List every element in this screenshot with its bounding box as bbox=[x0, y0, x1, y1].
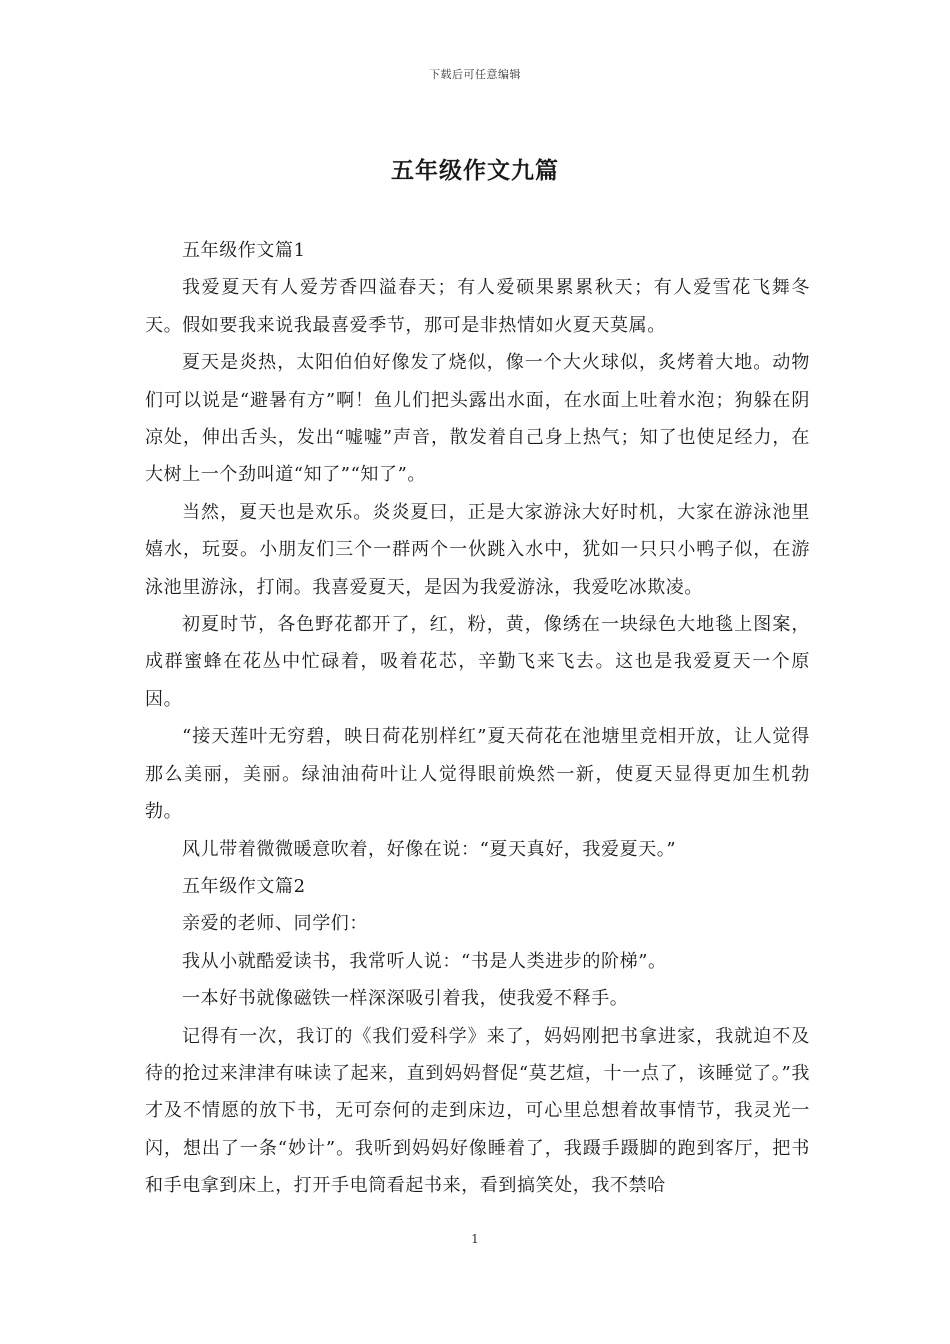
page-header-note: 下载后可任意编辑 bbox=[429, 68, 521, 81]
paragraph: 当然，夏天也是欢乐。炎炎夏曰，正是大家游泳大好时机，大家在游泳池里嬉水，玩耍。小朋友们三个一群两个一伙跳入水中，犹如一只只小鸭子似，在游泳池里游泳，打闹。我喜爱夏天，是因为我爱游泳，我爱吃冰欺凌。 bbox=[145, 501, 810, 598]
page-number: 1 bbox=[471, 1232, 479, 1246]
paragraph: 我爱夏天有人爱芳香四溢春天；有人爱硕果累累秋天；有人爱雪花飞舞冬天。假如要我来说我最喜爱季节，那可是非热情如火夏天莫属。 bbox=[145, 277, 810, 336]
section-heading-1: 五年级作文篇1 bbox=[182, 240, 306, 261]
paragraph: “接天莲叶无穷碧，映日荷花别样红”夏天荷花在池塘里竞相开放，让人觉得那么美丽，美丽。绿油油荷叶让人觉得眼前焕然一新，使夏天显得更加生机勃勃。 bbox=[145, 726, 810, 823]
document-title: 五年级作文九篇 bbox=[391, 157, 559, 184]
paragraph: 风儿带着微微暖意吹着，好像在说：“夏天真好，我爱夏天。” bbox=[182, 838, 677, 860]
paragraph: 记得有一次，我订的《我们爱科学》来了，妈妈刚把书拿进家，我就迫不及待的抢过来津津有味读了起来，直到妈妈督促“莫艺煊，十一点了，该睡觉了。”我才及不情愿的放下书，无可奈何的走到床边，可心里总想着故事情节，我灵光一闪，想出了一条“妙计”。我听到妈妈好像睡着了，我蹑手蹑脚的跑到客厅，把书和手电拿到床上，打开手电筒看起书来，看到搞笑处，我不禁哈 bbox=[145, 1025, 810, 1197]
paragraph: 一本好书就像磁铁一样深深吸引着我，使我爱不释手。 bbox=[182, 988, 629, 1010]
paragraph: 我从小就酷爱读书，我常听人说：“书是人类进步的阶梯”。 bbox=[182, 950, 667, 972]
document-body bbox=[145, 232, 810, 1205]
paragraph: 夏天是炎热，太阳伯伯好像发了烧似，像一个大火球似，炙烤着大地。动物们可以说是“避暑有方”啊！鱼儿们把头露出水面，在水面上吐着水泡；狗躲在阴凉处，伸出舌头，发出“嘘嘘”声音，散发着自己身上热气；知了也使足经力，在大树上一个劲叫道“知了”“知了”。 bbox=[145, 352, 810, 486]
section-heading-2: 五年级作文篇2 bbox=[182, 875, 306, 897]
paragraph: 亲爱的老师、同学们： bbox=[182, 913, 368, 935]
paragraph: 初夏时节，各色野花都开了，红，粉，黄，像绣在一块绿色大地毯上图案，成群蜜蜂在花丛中忙碌着，吸着花芯，辛勤飞来飞去。这也是我爱夏天一个原因。 bbox=[145, 614, 810, 710]
